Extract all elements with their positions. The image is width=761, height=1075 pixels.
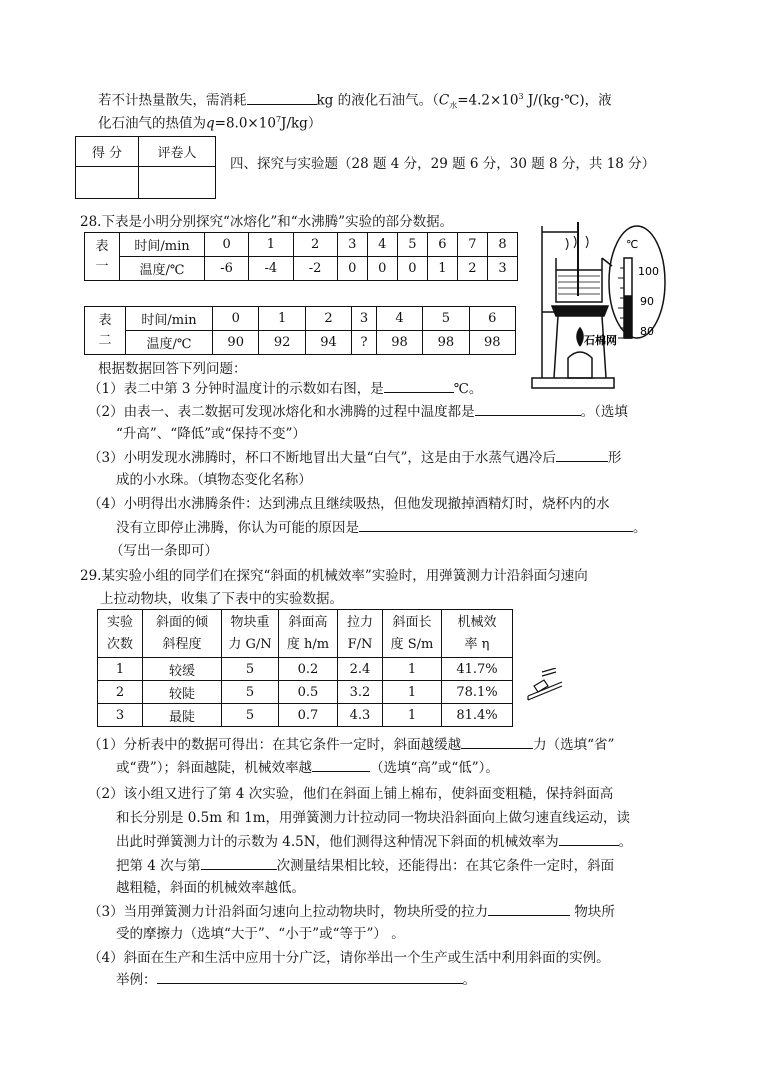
table-cell: -2 bbox=[293, 257, 337, 281]
table-cell: 1 bbox=[427, 257, 457, 281]
header-line: 力 G/N bbox=[228, 636, 272, 652]
question-text: 。 bbox=[462, 972, 476, 988]
grader-cell[interactable] bbox=[139, 167, 216, 199]
table-cell: 41.7% bbox=[442, 658, 513, 681]
table-cell: 1 bbox=[249, 233, 293, 257]
table-cell: 98 bbox=[469, 331, 515, 355]
table-cell: 较陡 bbox=[143, 681, 222, 704]
question-text: （3）当用弹簧测力计沿斜面匀速向上拉动物块时，物块所受的拉力 bbox=[88, 904, 489, 920]
table-cell: 94 bbox=[305, 331, 351, 355]
table-cell: 3.2 bbox=[338, 681, 383, 704]
score-label: 得 分 bbox=[76, 137, 139, 167]
table-cell: 3 bbox=[352, 307, 377, 331]
table-label-bottom: 一 bbox=[95, 258, 109, 274]
table-cell: 0.7 bbox=[279, 704, 338, 727]
incline-figure bbox=[526, 668, 566, 702]
question-text: （1）表二中第 3 分钟时温度计的示数如右图，是 bbox=[88, 381, 384, 397]
table-cell: 4 bbox=[376, 307, 422, 331]
column-header bbox=[98, 610, 143, 658]
answer-blank[interactable] bbox=[359, 518, 633, 532]
q28-sub-1 bbox=[88, 379, 482, 399]
table-cell: 1 bbox=[98, 658, 143, 681]
question-text: 。 bbox=[633, 520, 647, 536]
table-cell: 0 bbox=[205, 233, 249, 257]
table-cell: 1 bbox=[259, 307, 305, 331]
answer-blank[interactable] bbox=[488, 902, 570, 916]
header-line: 斜面长 bbox=[392, 614, 432, 630]
question-text: 出此时弹簧测力计的示数为 4.5N，他们测得这种情况下斜面的机械效率为 bbox=[116, 834, 559, 850]
column-header bbox=[222, 610, 279, 658]
table-label-top: 表 bbox=[98, 312, 112, 328]
q28-sub-3-cont: 成的小水珠。（填物态变化名称） bbox=[116, 472, 312, 488]
table-cell: 81.4% bbox=[442, 704, 513, 727]
table-cell: 3 bbox=[487, 257, 517, 281]
table-label bbox=[85, 307, 126, 355]
answer-blank[interactable] bbox=[201, 856, 277, 870]
subscript: 水 bbox=[449, 101, 458, 111]
header-line: 斜面的倾 bbox=[155, 614, 208, 630]
header-line: 物块重 bbox=[230, 614, 270, 630]
table-cell: 5 bbox=[222, 681, 279, 704]
header-line: F/N bbox=[347, 636, 373, 652]
column-header bbox=[143, 610, 222, 658]
table-cell: 98 bbox=[423, 331, 469, 355]
column-header bbox=[338, 610, 383, 658]
table-cell: 5 bbox=[222, 704, 279, 727]
answer-blank[interactable] bbox=[247, 91, 317, 105]
q29-table bbox=[97, 609, 513, 727]
header-line: 次数 bbox=[106, 636, 133, 652]
q29-sub-1-cont bbox=[116, 758, 499, 778]
table-cell: 5 bbox=[222, 658, 279, 681]
q28-sub-2-cont: “升高”、“降低”或“保持不变”） bbox=[116, 426, 306, 442]
q28-sub-2 bbox=[88, 402, 628, 422]
table-cell: 90 bbox=[213, 331, 259, 355]
table-cell: 最陡 bbox=[143, 704, 222, 727]
table-cell: 0.5 bbox=[279, 681, 338, 704]
question-text: （3）小明发现水沸腾时，杯口不断地冒出大量“白气”，这是由于水蒸气遇冷后 bbox=[88, 450, 556, 466]
table-cell: 78.1% bbox=[442, 681, 513, 704]
table-cell: 6 bbox=[427, 233, 457, 257]
table-cell: 3 bbox=[98, 704, 143, 727]
question-text: （1）分析表中的数据可得出：在其它条件一定时，斜面越缓越 bbox=[88, 737, 462, 753]
table-cell: 7 bbox=[457, 233, 487, 257]
table-cell: ? bbox=[352, 331, 377, 355]
score-box bbox=[75, 136, 216, 199]
table-row bbox=[98, 681, 513, 704]
header-line: 率 η bbox=[464, 636, 490, 652]
table-cell: 92 bbox=[259, 331, 305, 355]
table-cell: 0.2 bbox=[279, 658, 338, 681]
table-cell: 98 bbox=[376, 331, 422, 355]
table-cell: 5 bbox=[423, 307, 469, 331]
table-cell: 3 bbox=[337, 233, 367, 257]
question-text: 次测量结果相比较，还能得出：在其它条件一定时，斜面 bbox=[276, 858, 615, 874]
q29-sub-2-cont bbox=[116, 832, 632, 852]
question-text: 把第 4 次与第 bbox=[116, 858, 201, 874]
answer-blank[interactable] bbox=[157, 970, 463, 984]
table-cell: 1 bbox=[383, 681, 442, 704]
table-cell: 5 bbox=[397, 233, 427, 257]
symbol-q: q bbox=[206, 115, 215, 132]
table-cell: 较缓 bbox=[143, 658, 222, 681]
question-text: 。（选填 bbox=[580, 404, 628, 420]
question-text: （选填“高”或“低”）。 bbox=[370, 760, 499, 776]
table-cell: 0 bbox=[397, 257, 427, 281]
question-text: 没有立即停止沸腾，你认为可能的原因是 bbox=[116, 520, 359, 536]
q28-sub-3 bbox=[88, 448, 621, 468]
intro-text: =4.2×10 bbox=[457, 92, 519, 109]
intro-text: kg 的液化石油气。（ bbox=[316, 92, 439, 109]
alcohol-lamp bbox=[568, 352, 592, 378]
header-line: 机械效 bbox=[457, 614, 497, 630]
header-line: 实验 bbox=[106, 614, 133, 630]
header-line: 度 h/m bbox=[286, 636, 330, 652]
table-cell: -6 bbox=[205, 257, 249, 281]
column-header bbox=[383, 610, 442, 658]
answer-blank[interactable] bbox=[312, 758, 370, 772]
stand-base bbox=[532, 378, 614, 388]
fig-tick: 100 bbox=[638, 265, 659, 278]
answer-blank[interactable] bbox=[559, 832, 619, 846]
header-line: 拉力 bbox=[346, 614, 373, 630]
table-row bbox=[98, 704, 513, 727]
superscript: 7 bbox=[275, 115, 282, 124]
intro-text: =8.0×10 bbox=[214, 115, 276, 132]
q28-sub-4-note: （写出一条即可） bbox=[110, 543, 218, 559]
q29-sub-2: （2）该小组又进行了第 4 次实验，他们在斜面上铺上棉布，使斜面变粗糙，保持斜面高 bbox=[88, 786, 614, 802]
fig-unit: ℃ bbox=[626, 238, 639, 251]
question-text: 力（选填“省” bbox=[533, 737, 615, 753]
question-text: 物块所 bbox=[574, 904, 615, 920]
row-header: 时间/min bbox=[126, 307, 213, 331]
grader-label: 评卷人 bbox=[139, 137, 216, 167]
intro-text: 若不计热量散失，需消耗 bbox=[98, 92, 247, 109]
question-text: 举例： bbox=[116, 972, 157, 988]
section-heading: 四、探究与实验题（28 题 4 分，29 题 6 分，30 题 8 分，共 18 分） bbox=[230, 156, 656, 172]
table-cell: 2 bbox=[305, 307, 351, 331]
q29-sub-2-cont bbox=[116, 856, 614, 876]
q29-sub-3-cont: 受的摩擦力（选填“大于”、“小于”或“等于”） 。 bbox=[116, 926, 405, 942]
q29-sub-3 bbox=[88, 902, 615, 922]
answer-blank[interactable] bbox=[461, 735, 533, 749]
table-cell: -4 bbox=[249, 257, 293, 281]
table-cell: 4 bbox=[367, 233, 397, 257]
answer-blank[interactable] bbox=[475, 402, 581, 416]
table-cell: 2.4 bbox=[338, 658, 383, 681]
q29-sub-1 bbox=[88, 735, 614, 755]
table-cell: 2 bbox=[457, 257, 487, 281]
table-cell: 6 bbox=[469, 307, 515, 331]
q29-sub-4: （4）斜面在生产和生活中应用十分广泛，请你举出一个生产或生活中利用斜面的实例。 bbox=[88, 950, 610, 966]
header-line: 斜程度 bbox=[162, 636, 202, 652]
fig-tick: 80 bbox=[640, 325, 654, 338]
q29-title-2: 上拉动物块，收集了下表中的实验数据。 bbox=[100, 591, 343, 607]
intro-text: J/(kg·℃)，液 bbox=[523, 92, 612, 109]
q29-sub-2-cont: 越粗糙，斜面的机械效率越低。 bbox=[116, 880, 305, 896]
table-cell: 1 bbox=[383, 658, 442, 681]
q28-table-1 bbox=[84, 232, 518, 281]
question-text: 或“费”）；斜面越陡，机械效率越 bbox=[116, 760, 313, 776]
fig-watermark: 石棉网 bbox=[584, 334, 617, 347]
q29-sub-4-cont bbox=[116, 970, 476, 990]
table-cell: 4.3 bbox=[338, 704, 383, 727]
intro-text: 化石油气的热值为 bbox=[98, 115, 206, 132]
q29-sub-2-cont: 和长分别是 0.5m 和 1m，用弹簧测力计拉动同一物块沿斜面向上做匀速直线运动，读 bbox=[116, 810, 631, 826]
row-header: 温度/℃ bbox=[120, 257, 205, 281]
symbol-c: C bbox=[438, 92, 450, 109]
table-cell: 2 bbox=[293, 233, 337, 257]
answer-blank[interactable] bbox=[384, 379, 454, 393]
q29-title-1: 29.某实验小组的同学们在探究“斜面的机械效率”实验时，用弹簧测力计沿斜面匀速向 bbox=[80, 568, 588, 584]
table-cell: 2 bbox=[98, 681, 143, 704]
question-text: 形 bbox=[607, 450, 622, 466]
q28-sub-4: （4）小明得出水沸腾条件：达到沸点且继续吸热，但他发现撤掉酒精灯时，烧杯内的水 bbox=[88, 496, 610, 512]
boiling-apparatus-figure bbox=[528, 218, 668, 394]
table-cell: 0 bbox=[337, 257, 367, 281]
table-label bbox=[85, 233, 120, 281]
header-line: 斜面高 bbox=[288, 614, 328, 630]
q28-lead: 根据数据回答下列问题： bbox=[98, 361, 247, 377]
table-label-bottom: 二 bbox=[98, 332, 112, 348]
column-header bbox=[279, 610, 338, 658]
table-cell: 8 bbox=[487, 233, 517, 257]
question-text: 。 bbox=[618, 834, 633, 850]
question-text: ℃。 bbox=[453, 381, 483, 397]
table-label-top: 表 bbox=[95, 238, 109, 254]
score-cell[interactable] bbox=[76, 167, 139, 199]
column-header bbox=[442, 610, 513, 658]
superscript: 3 bbox=[518, 92, 524, 101]
table-row bbox=[98, 658, 513, 681]
table-cell: 1 bbox=[383, 704, 442, 727]
fig-tick: 90 bbox=[640, 295, 654, 308]
header-line: 度 S/m bbox=[390, 636, 434, 652]
intro-text: J/kg） bbox=[281, 115, 322, 132]
row-header: 温度/℃ bbox=[126, 331, 213, 355]
table-cell: 0 bbox=[213, 307, 259, 331]
table-cell: 0 bbox=[367, 257, 397, 281]
intro-line-2 bbox=[98, 110, 321, 134]
q28-title: 28.下表是小明分别探究“冰熔化”和“水沸腾”实验的部分数据。 bbox=[80, 214, 454, 230]
answer-blank[interactable] bbox=[556, 448, 608, 462]
row-header: 时间/min bbox=[120, 233, 205, 257]
question-text: （2）由表一、表二数据可发现冰熔化和水沸腾的过程中温度都是 bbox=[88, 404, 475, 420]
q28-table-2 bbox=[84, 306, 516, 355]
q28-sub-4-cont bbox=[116, 518, 647, 538]
